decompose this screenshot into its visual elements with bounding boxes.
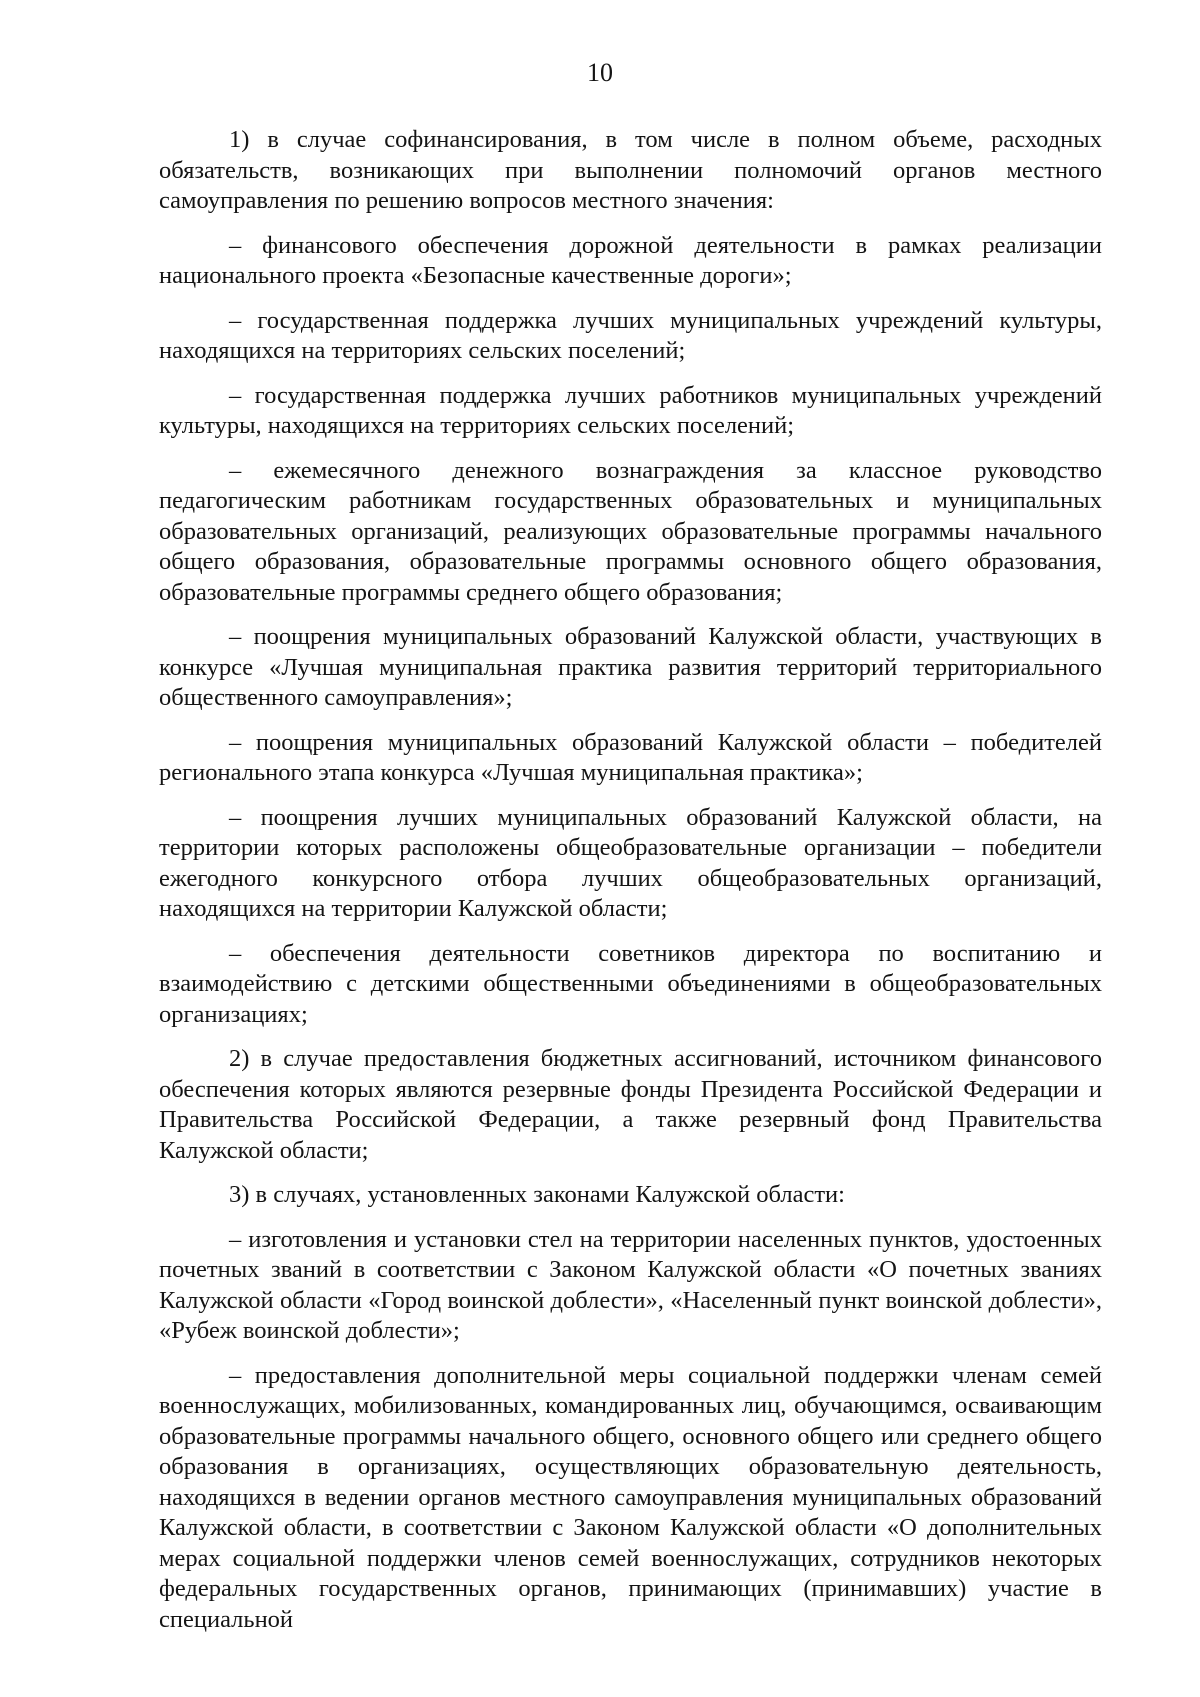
paragraph-social-support: – предоставления дополнительной меры социальной поддержки членам семей военнослужащих, мобилизованных, командированных лиц, обучающимся, осваивающим образовательные программы начального общего, основного общего или среднего общего образования в организациях, осуществляющих образовательную деятельность, находящихся в ведении органов местного самоуправления муниципальных образований Калужской области, в соответствии с Законом Калужской области «О дополнительных мерах социальной поддержки членов семей военнослужащих, сотрудников некоторых федеральных государственных органов, принимающих (принимавших) участие в специальной xyxy=(159,1361,1102,1633)
paragraph-best-practice-winners: – поощрения муниципальных образований Калужской области – победителей регионального этапа конкурса «Лучшая муниципальная практика»; xyxy=(159,728,1102,786)
paragraph-tos-contest: – поощрения муниципальных образований Калужской области, участвующих в конкурсе «Лучшая муниципальная практика развития территорий территориального общественного самоуправления»; xyxy=(159,623,1102,711)
page-number: 10 xyxy=(587,58,613,87)
paragraph-road-activity: – финансового обеспечения дорожной деятельности в рамках реализации национального проекта «Безопасные качественные дороги»; xyxy=(159,231,1102,289)
paragraph-director-advisors: – обеспечения деятельности советников директора по воспитанию и взаимодействию с детскими общественными объединениями в общеобразовательных организациях; xyxy=(159,939,1102,1028)
paragraph-item-1-cofinancing: 1) в случае софинансирования, в том числе в полном объеме, расходных обязательств, возникающих при выполнении полномочий органов местного самоуправления по решению вопросов местного значения: xyxy=(159,126,1102,214)
document-body xyxy=(159,125,1102,1649)
paragraph-class-teacher-reward: – ежемесячного денежного вознаграждения за классное руководство педагогическим работникам государственных образовательных и муниципальных образовательных организаций, реализующих образовательные программы начального общего образования, образовательные программы основного общего образования, образовательные программы среднего общего образования; xyxy=(159,456,1102,606)
paragraph-culture-workers: – государственная поддержка лучших работников муниципальных учреждений культуры, находящихся на территориях сельских поселений; xyxy=(159,381,1102,439)
paragraph-stelae: – изготовления и установки стел на территории населенных пунктов, удостоенных почетных званий в соответствии с Законом Калужской области «О почетных званиях Калужской области «Город воинской доблести», «Населенный пункт воинской доблести», «Рубеж воинской доблести»; xyxy=(159,1225,1102,1344)
paragraph-culture-institutions: – государственная поддержка лучших муниципальных учреждений культуры, находящихся на территориях сельских поселений; xyxy=(159,306,1102,364)
paragraph-item-2-reserve-funds: 2) в случае предоставления бюджетных ассигнований, источником финансового обеспечения которых являются резервные фонды Президента Российской Федерации и Правительства Российской Федерации, а также резервный фонд Правительства Калужской области; xyxy=(159,1045,1102,1164)
paragraph-best-schools-contest: – поощрения лучших муниципальных образований Калужской области, на территории которых расположены общеобразовательные организации – победители ежегодного конкурсного отбора лучших общеобразовательных организаций, находящихся на территории Калужской области; xyxy=(159,803,1102,922)
paragraph-item-3-regional-laws: 3) в случаях, установленных законами Калужской области: xyxy=(229,1181,845,1208)
